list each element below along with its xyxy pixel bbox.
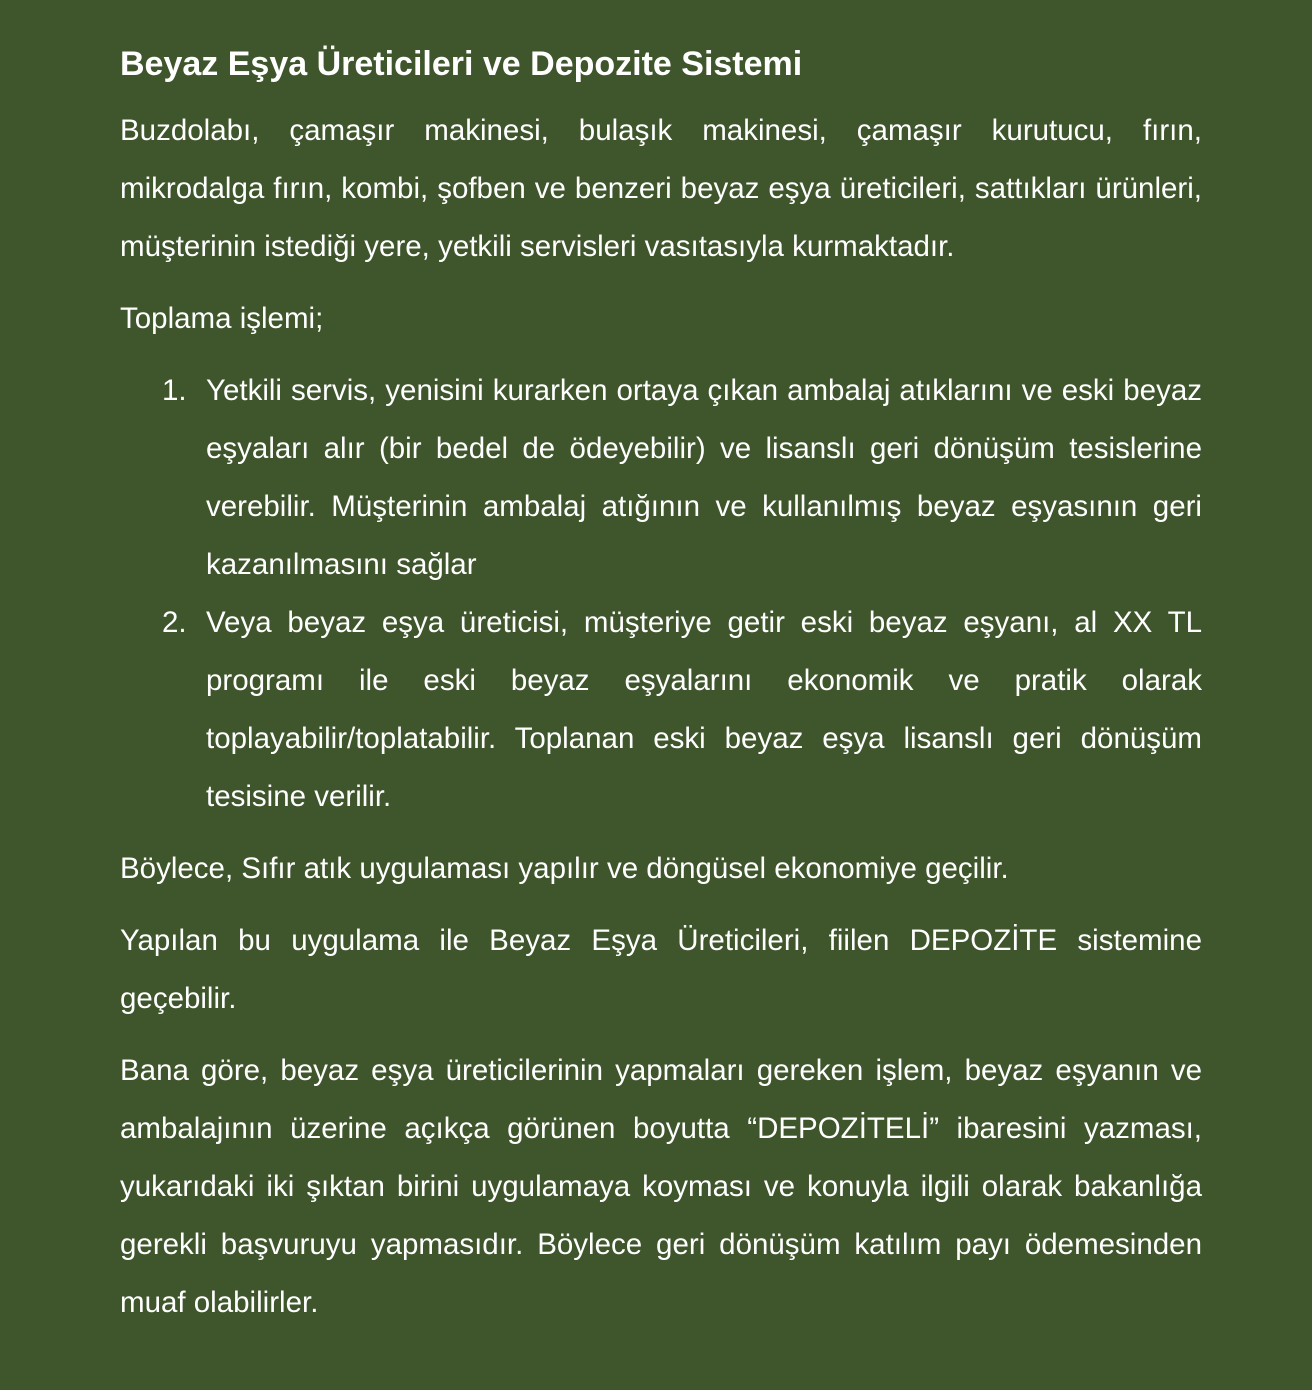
collection-steps-list xyxy=(120,362,1202,826)
list-item-number: 1. xyxy=(162,374,187,407)
deposit-paragraph: Yapılan bu uygulama ile Beyaz Eşya Üreticileri, fiilen DEPOZİTE sistemine geçebilir. xyxy=(120,924,1202,1015)
list-item-text: Yetkili servis, yenisini kurarken ortaya çıkan ambalaj atıklarını ve eski beyaz eşyaları alır (bir bedel de ödeyebilir) ve lisanslı geri dönüşüm tesislerine verebilir. Müşterinin ambalaj atığının ve kullanılmış beyaz eşyasının geri kazanılmasını sağlar xyxy=(206,374,1202,581)
list-heading: Toplama işlemi; xyxy=(120,302,324,335)
document-body xyxy=(120,40,1202,1346)
opinion-paragraph: Bana göre, beyaz eşya üreticilerinin yapmaları gereken işlem, beyaz eşyanın ve ambalajının üzerine açıkça görünen boyutta “DEPOZİTELİ” ibaresini yazması, yukarıdaki iki şıktan birini uygulamaya koyması ve konuyla ilgili olarak bakanlığa gerekli başvuruyu yapmasıdır. Böylece geri dönüşüm katılım payı ödemesinden muaf olabilirler. xyxy=(120,1054,1202,1319)
list-item xyxy=(120,594,1202,826)
document-title: Beyaz Eşya Üreticileri ve Depozite Sistemi xyxy=(120,45,803,83)
list-item-number: 2. xyxy=(162,606,187,639)
zero-waste-paragraph: Böylece, Sıfır atık uygulaması yapılır ve döngüsel ekonomiye geçilir. xyxy=(120,852,1009,885)
list-item-text: Veya beyaz eşya üreticisi, müşteriye getir eski beyaz eşyanı, al XX TL programı ile eski beyaz eşyalarını ekonomik ve pratik olarak toplayabilir/toplatabilir. Toplanan eski beyaz eşya lisanslı geri dönüşüm tesisine verilir. xyxy=(206,606,1202,813)
list-item xyxy=(120,362,1202,594)
intro-paragraph: Buzdolabı, çamaşır makinesi, bulaşık makinesi, çamaşır kurutucu, fırın, mikrodalga fırın, kombi, şofben ve benzeri beyaz eşya üreticileri, sattıkları ürünleri, müşterinin istediği yere, yetkili servisleri vasıtasıyla kurmaktadır. xyxy=(120,114,1202,263)
